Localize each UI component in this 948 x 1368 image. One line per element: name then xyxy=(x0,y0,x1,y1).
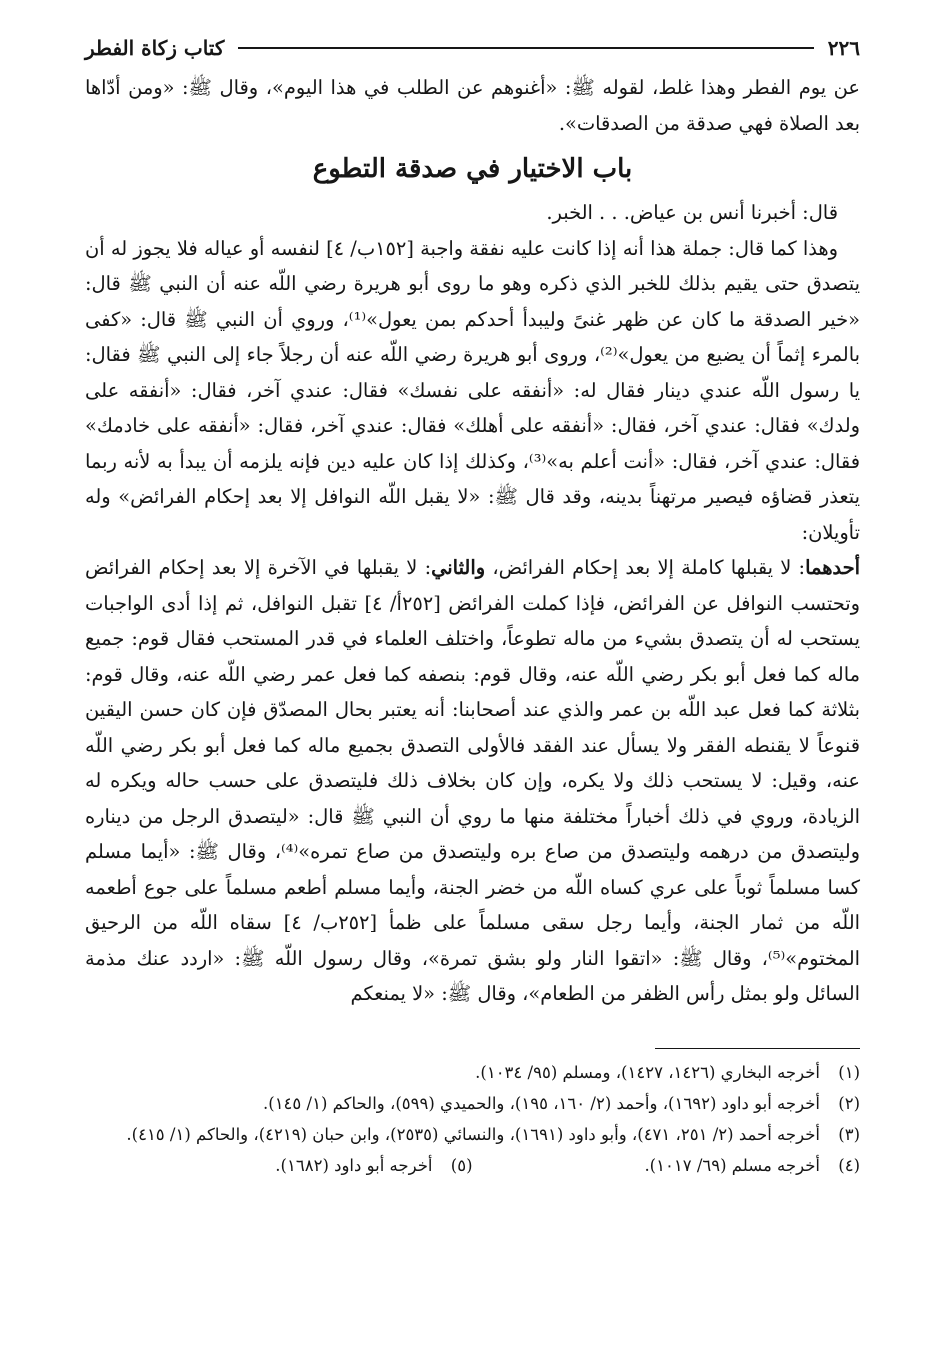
paragraph-2: قال: أخبرنا أنس بن عياض. . . الخبر. xyxy=(546,201,838,224)
footnote-separator xyxy=(655,1048,860,1049)
book-title: كتاب زكاة الفطر xyxy=(85,36,225,60)
footnote-4 xyxy=(473,1150,861,1181)
footnote-text: أخرجه البخاري (١٤٢٦، ١٤٢٧)، ومسلم (٩٥/ ١٠٣٤). xyxy=(475,1062,820,1082)
page-number: ٢٢٦ xyxy=(827,36,860,60)
running-header xyxy=(85,32,860,64)
footnote-text: أخرجه أبو داود (١٦٨٢). xyxy=(275,1155,433,1175)
footnote-text: أخرجه مسلم (٦٩/ ١٠١٧). xyxy=(644,1155,820,1175)
footnote-row xyxy=(85,1150,860,1181)
main-text xyxy=(85,70,860,1012)
footnote-number: (٥) xyxy=(450,1155,473,1175)
first-interpretation-label: أحدهما xyxy=(805,556,860,579)
chapter-heading: باب الاختيار في صدقة التطوع xyxy=(312,154,633,184)
paragraph-3: وهذا كما قال: جملة هذا أنه إذا كانت عليه نفقة واجبة [١٥٢ب/ ٤] لنفسه أو عياله فلا يجوز له أن يتصدق حتى يقيم بذلك للخبر الذي ذكره وهو ما روى أبو هريرة رضي اللّه عنه أن النبي ﷺ قال: «خير الصدقة ما كان عن ظهر غنىً وليبدأ أحدكم بمن يعول»⁽¹⁾، وروي أن النبي ﷺ قال: «كفى بالمرء إثماً أن يضيع من يعول»⁽²⁾، وروى أبو هريرة رضي اللّه عنه أن رجلاً جاء إلى النبي ﷺ فقال: يا رسول اللّه عندي دينار فقال له: «أنفقه على نفسك» فقال: عندي آخر، فقال: «أنفقه على ولدك» فقال: عندي آخر، فقال: «أنفقه على أهلك» فقال: عندي آخر، فقال: «أنفقه على خادمك» فقال: عندي آخر، فقال: «أنت أعلم به»⁽³⁾، وكذلك إذا كان عليه دين فإنه يلزمه أن يبدأ به لأنه ربما يتعذر قضاؤه فيصير مرتهناً بدينه، وقد قال ﷺ: «لا يقبل اللّه النوافل إلا بعد إحكام الفرائض» وله تأويلان: xyxy=(85,236,860,544)
second-interpretation-text: : لا يقبلها في الآخرة إلا بعد إحكام الفرائض وتحتسب النوافل عن الفرائض، فإذا كملت الفرائض [٢٥٢أ/ ٤] تقبل النوافل، ثم إذا أدى الواجبات يستحب له أن يتصدق بشيء من ماله تطوعاً، واختلف العلماء في قدر المستحب فقال قوم: جميع ماله كما فعل أبو بكر رضي اللّه عنه، وقال قوم: بنصفه كما فعل عمر رضي اللّه عنه، وقال قوم: بثلاثة كما فعل عبد اللّه بن عمر والذي عند أصحابنا: أنه يعتبر بحال المصدّق فإن كان حسن اليقين قنوعاً لا يقنطه الفقر ولا يسأل عند الفقد فالأولى التصدق بجميع ماله كما فعل أبو بكر رضي اللّه عنه، وقيل: لا يستحب ذلك ولا يكره، وإن كان بخلاف ذلك فليتصدق على حسب حاله ويكره له الزيادة، وروي في ذلك أخباراً مختلفة منها ما روي أن النبي ﷺ قال: «ليتصدق الرجل من ديناره وليتصدق من درهمه وليتصدق من صاع بره وليتصدق من صاع تمره»⁽⁴⁾، وقال ﷺ: «أيما مسلم كسا مسلماً ثوباً على عري كساه اللّه من خضر الجنة، وأيما مسلم أطعم مسلماً على جوع أطعمه اللّه من ثمار الجنة، وأيما رجل سقى مسلماً على ظمأ [٢٥٢ب/ ٤] سقاه اللّه من الرحيق المختوم»⁽⁵⁾، وقال ﷺ: «اتقوا النار ولو بشق تمرة»، وقال رسول اللّه ﷺ: «اردد عنك مذمة السائل ولو بمثل رأس الظفر من الطعام»، وقال ﷺ: «لا يمنعكم xyxy=(85,556,861,1005)
footnote-1 xyxy=(85,1057,860,1088)
first-interpretation-text: : لا يقبلها كاملة إلا بعد إحكام الفرائض، xyxy=(485,556,806,579)
paragraph-1: عن يوم الفطر وهذا غلط، لقوله ﷺ: «أغنوهم عن الطلب في هذا اليوم»، وقال ﷺ: «ومن أدّاها بعد الصلاة فهي صدقة من الصدقات». xyxy=(85,76,860,135)
second-interpretation-label: والثاني xyxy=(431,556,486,579)
footnote-number: (٤) xyxy=(838,1155,860,1175)
footnote-number: (٢) xyxy=(838,1093,860,1113)
footnotes xyxy=(85,1057,860,1181)
footnote-text: أخرجه أبو داود (١٦٩٢)، وأحمد (٢/ ١٦٠، ١٩٥)، والحميدي (٥٩٩)، والحاكم (١/ ١٤٥). xyxy=(263,1093,820,1113)
footnote-5 xyxy=(85,1150,473,1181)
footnote-3 xyxy=(85,1119,860,1150)
footnote-number: (١) xyxy=(838,1062,860,1082)
header-rule xyxy=(238,47,813,49)
paragraph-4 xyxy=(85,550,860,1012)
footnote-number: (٣) xyxy=(838,1124,860,1144)
footnote-text: أخرجه أحمد (٢/ ٢٥١، ٤٧١)، وأبو داود (١٦٩١)، والنسائي (٢٥٣٥)، وابن حبان (٤٢١٩)، والحاكم (١/ ٤١٥). xyxy=(126,1124,820,1144)
footnote-2 xyxy=(85,1088,860,1119)
